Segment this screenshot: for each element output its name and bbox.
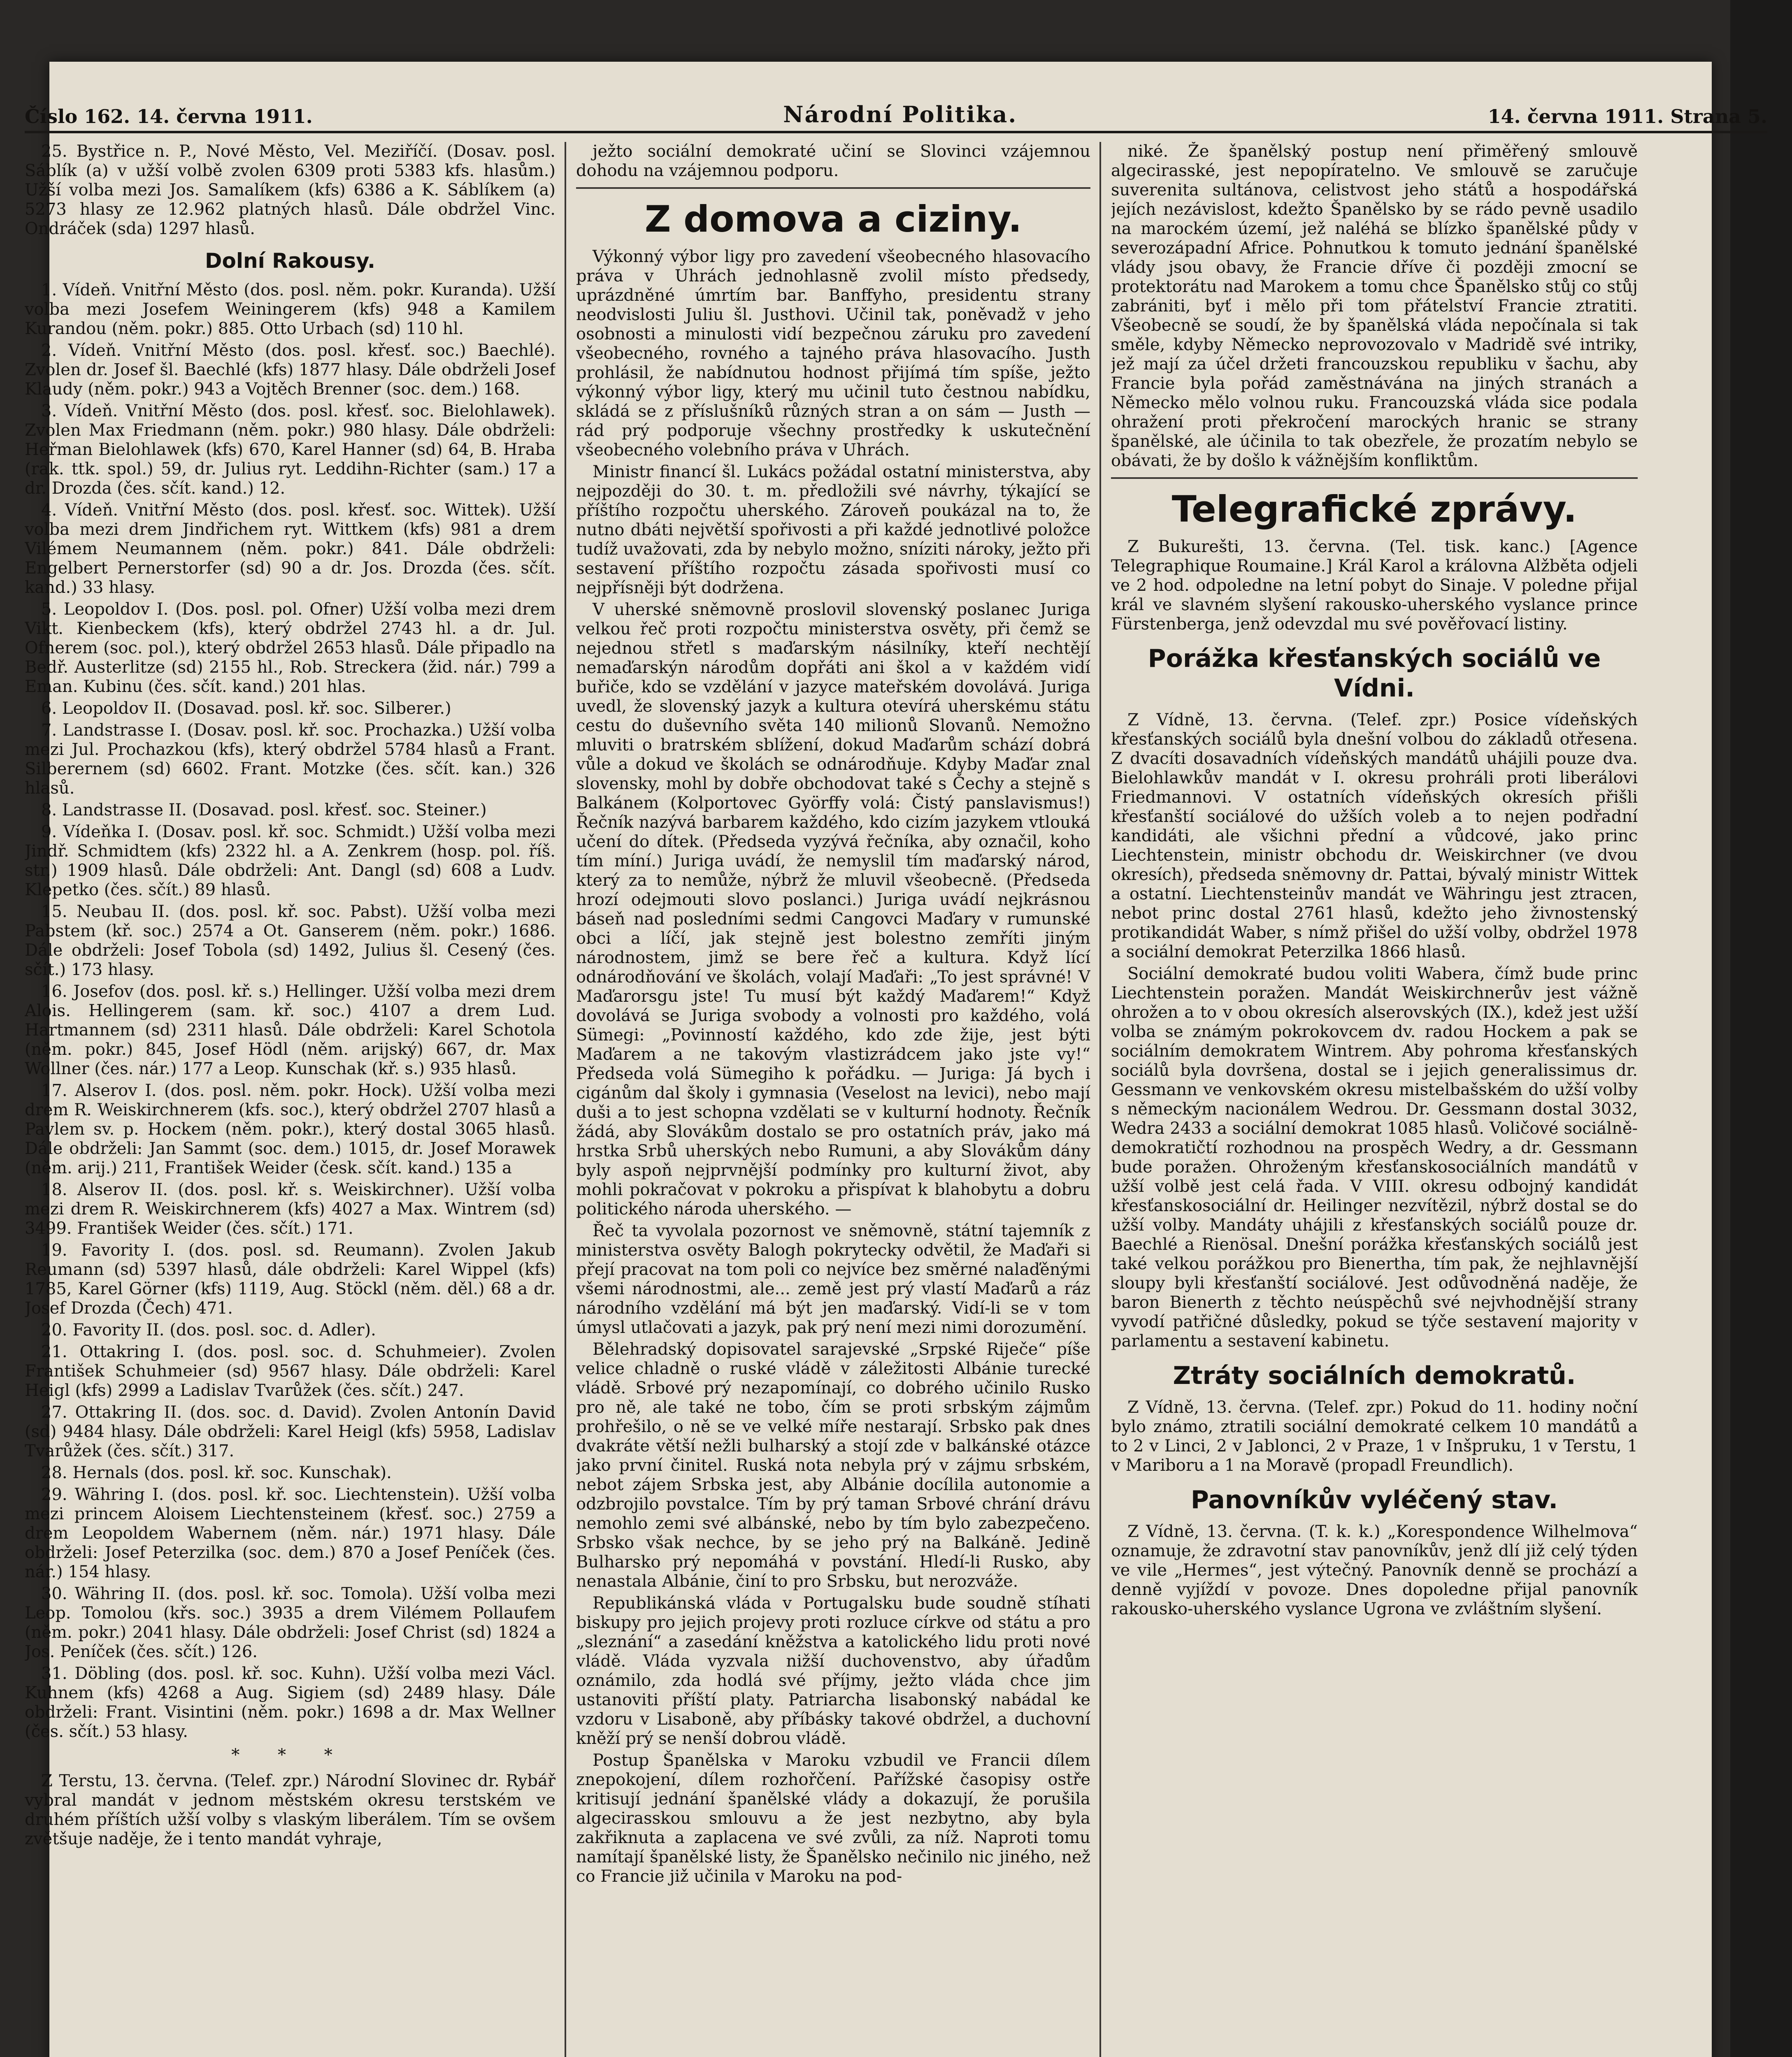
column-divider [1099, 142, 1101, 2057]
article-paragraph: Postup Španělska v Maroku vzbudil ve Francii dílem znepokojení, dílem rozhořčení. Pařížské časopisy ostře kritisují jednání španělské vlády a dokazují, že porušila algecirasskou smlouvu a že jest nezbytno, aby byla zakřiknuta a zaplacena ve své zvůli, za níž. Naproti tomu namítají španělské listy, že Španělsko nečinilo nic jiného, než co Francie již učinila v Maroku na pod- [576, 1751, 1090, 1886]
section-heading: Z domova a ciziny. [644, 198, 1022, 240]
article-paragraph: niké. Že španělský postup není přiměřený smlouvě algecirasské, jest nepopíratelno. Ve smlouvě se zaručuje suverenita sultánova, celistvost jeho států a hospodářská jejích nezávislost, kdežto Španělsko by se rádo pevně usadilo na marockém území, jež naléhá se blízko španělské půdy v severozápadní Africe. Pohnutkou k tomuto jednání španělské vlády jsou obavy, že Francie dříve či později zmocní se protektorátu nad Marokem a tomu chce Španělsko stůj co stůj zabrániti, byť i mělo při tom přátelství Francie ztratiti. Všeobecně se soudí, že by španělská vláda nepočínala si tak směle, kdyby Německo neprovozovalo v Madridě své intriky, jež mají za účel držeti francouzskou republiku v šachu, aby Francie byla pořád zaměstnávána na jiných stranách a Německo mělo volnou ruku. Francouzská vláda sice podala ohražení proti překročení marockých hranic se strany španělské, ale účinila to tak obezřele, že prozatím nebylo se obávati, že by došlo k vážnějším konfliktům. [1111, 142, 1638, 470]
article-paragraph: Z Vídně, 13. června. (Telef. zpr.) Pokud do 11. hodiny noční bylo známo, ztratili sociální demokraté celkem 10 mandátů a to 2 v Linci, 2 v Jablonci, 2 v Praze, 1 v Inšpruku, 1 v Terstu, 1 v Mariboru a 1 na Moravě (propadl Freundlich). [1111, 1398, 1638, 1475]
article-paragraph: Z Terstu, 13. června. (Telef. zpr.) Národní Slovinec dr. Rybář vybral mandát v jednom městském okresu terstském ve druhém příštích užší volby s vlaským liberálem. Tím se ovšem zvětšuje naděje, že i tento mandát vyhraje, [25, 1771, 555, 1848]
article-paragraph: 29. Währing I. (dos. posl. kř. soc. Liechtenstein). Užší volba mezi princem Aloisem Liechtensteinem (křesť. soc.) 2759 a drem Leopoldem Wabernem (něm. nár.) 1971 hlasy. Dále obdrželi: Josef Peterzilka (soc. dem.) 870 a Josef Peníček (čes. nár.) 154 hlasy. [25, 1485, 555, 1581]
article-heading: Ztráty sociálních demokratů. [1173, 1361, 1576, 1390]
article-paragraph: 18. Alserov II. (dos. posl. kř. s. Weiskirchner). Užší volba mezi drem R. Weiskirchnerem (kfs) 4027 a Max. Wintrem (sd) 3499. František Weider (čes. sčít.) 171. [25, 1180, 555, 1238]
column-divider [565, 142, 566, 2057]
article-paragraph: 1. Vídeň. Vnitřní Město (dos. posl. něm. pokr. Kuranda). Užší volba mezi Josefem Weiningerem (kfs) 948 a Kamilem Kurandou (něm. pokr.) 885. Otto Urbach (sd) 110 hl. [25, 281, 555, 338]
article-paragraph: 27. Ottakring II. (dos. soc. d. David). Zvolen Antonín David (sd) 9484 hlasy. Dále obdrželi: Karel Heigl (kfs) 5958, Ladislav Tvarůžek (čes. sčít.) 317. [25, 1403, 555, 1460]
article-paragraph: ježto sociální demokraté učiní se Slovinci vzájemnou dohodu na vzájemnou podporu. [576, 142, 1090, 180]
article-paragraph: 19. Favority I. (dos. posl. sd. Reumann). Zvolen Jakub Reumann (sd) 5397 hlasů, dále obdrželi: Karel Wippel (kfs) 1785, Karel Görner (kfs) 1119, Aug. Stöckl (něm. děl.) 68 a dr. Josef Drozda (Čech) 471. [25, 1241, 555, 1318]
article-paragraph: Z Vídně, 13. června. (T. k. k.) „Korespondence Wilhelmova“ oznamuje, že zdravotní stav panovníkův, jenž dlí již celý týden ve vile „Hermes“, jest výtečný. Panovník denně se prochází a denně vyjíždí v povoze. Dnes dopoledne přijal panovník rakousko-uherského vyslance Ugrona ve zvláštním slyšení. [1111, 1522, 1638, 1618]
section-heading: Dolní Rakousy. [205, 249, 375, 273]
separator-stars: * * * [231, 1746, 349, 1764]
article-paragraph: Z Bukurešti, 13. června. (Tel. tisk. kanc.) [Agence Telegraphique Roumaine.] Král Karol a královna Alžběta odjeli ve 2 hod. odpoledne na letní pobyt do Sinaje. V poledne přijal král ve slavném slyšení rakousko-uherského vyslance prince Fürstenberga, jenž odevzdal mu své pověřovací listiny. [1111, 537, 1638, 634]
article-paragraph: 25. Bystřice n. P., Nové Město, Vel. Meziříčí. (Dosav. posl. Sáblík (a) v užší volbě zvolen 6309 proti 5383 kfs. hlasům.) Užší volba mezi Jos. Samalíkem (kfs) 6386 a K. Sáblíkem (a) 5273 hlasy ze 12.962 platných hlasů. Dále obdržel Vinc. Ondráček (sda) 1297 hlasů. [25, 142, 555, 238]
article-paragraph: 31. Döbling (dos. posl. kř. soc. Kuhn). Užší volba mezi Václ. Kuhnem (kfs) 4268 a Aug. Sigiem (sd) 2489 hlasy. Dále obdrželi: Frant. Visintini (něm. pokr.) 1698 a dr. Max Wellner (čes. sčít.) 53 hlasy. [25, 1664, 555, 1741]
column-3 [1111, 142, 1638, 2057]
article-paragraph: 20. Favority II. (dos. posl. soc. d. Adler). [41, 1321, 376, 1340]
article-paragraph: V uherské sněmovně proslovil slovenský poslanec Juriga velkou řeč proti rozpočtu ministerstva osvěty, při čemž se nejednou střetl s maďarským násilníky, kteří nechtějí nemaďarskýn národům dopřáti ani škol a v každém vidí buřiče, kdo se vzdělání v jazyce mateřském dovolává. Juriga uvedl, že slovenský jazyk a kultura otevírá uherskému státu cestu do duševního světa 140 milionů Slovanů. Nemožno mluviti o bratrském sblížení, dokud Maďarům schází dobrá vůle a dokud ve školách se odnárodňuje. Kdyby Maďar znal slovensky, mohl by dobře obchodovat také s Čechy a stejně s Balkánem (Kolportovec Györffy volá: Čistý panslavismus!) Řečník nazývá barbarem každého, kdo cizím jazykem vtlouká učení do dítek. (Předseda vyzývá řečníka, aby označil, koho tím míní.) Juriga uvádí, že nemyslil tím maďarský národ, který za to nemůže, nýbrž že mluvil všeobecně. (Předseda hrozí odejmouti slovo poslanci.) Juriga uvádí nejkrásnou báseň nad posledními sedmi Cangovci Maďary v rumunské obci a líčí, jak stejně jest bolestno zemříti jiným národnostem, jimž se bere řeč a kultura. Když lící odnárodňování ve školách, volají Maďaři: „To jest správné! V Maďarorsgu jste! Tu musí být každý Maďarem!“ Když dovolává se Juriga svobody a volnosti pro každého, volá Sümegi: „Povinností každého, kdo zde žije, jest býti Maďarem a ne takovým vlastizrádcem jako jste vy!“ Předseda volá Sümegiho k pořádku. — Juriga: Já bych i cigánům dal školy i gymnasia (Veselost na levici), nebo mají duši a to jest schopna vzdělati se v kulturní hodnoty. Řečník žádá, aby Slovákům dostalo se pro ostatních práv, jako má hrstka Srbů uherských nebo Rumuni, a aby Slovákům dány byly aspoň nejprvnější podmínky pro kulturní život, aby mohli pokračovat v pokroku a přispívat k blahobytu a dobru politického národa uherského. — [576, 600, 1090, 1219]
masthead-rule [25, 131, 1767, 133]
article-paragraph: 21. Ottakring I. (dos. posl. soc. d. Schuhmeier). Zvolen František Schuhmeier (sd) 9567 hlasy. Dále obdrželi: Karel Heigl (kfs) 2999 a Ladislav Tvarůžek (čes. sčít.) 247. [25, 1342, 555, 1400]
article-paragraph: 9. Vídeňka I. (Dosav. posl. kř. soc. Schmidt.) Užší volba mezi Jindř. Schmidtem (kfs) 2322 hl. a A. Zenkrem (hosp. pol. říš. str.) 1909 hlasů. Dále obdrželi: Ant. Dangl (sd) 608 a Ludv. Klepetko (čes. sčít.) 89 hlasů. [25, 822, 555, 899]
issue-number: Číslo 162. 14. června 1911. [25, 105, 313, 128]
divider [576, 187, 1090, 189]
article-paragraph: Republikánská vláda v Portugalsku bude soudně stíhati biskupy pro jejich projevy proti rozluce církve od státu a pro „sleznání“ a zasedání kněžstva a katolického lidu proti nové vládě. Vláda vyzvala nižší duchovenstvo, aby úřadům oznámilo, zda hodlá své příjmy, ježto vláda chce jim ustanoviti příští platy. Patriarcha lisabonský nabádal ke vzdoru v Lisaboně, aby příbásky takové obdržel, a duchovní kněží prý se nenší dobrou vládě. [576, 1594, 1090, 1748]
article-paragraph: 17. Alserov I. (dos. posl. něm. pokr. Hock). Užší volba mezi drem R. Weiskirchnerem (kfs. soc.), který obdržel 2707 hlasů a Pavlem sv. p. Hockem (něm. pokr.), který dostal 3065 hlasů. Dále obdrželi: Jan Sammt (soc. dem.) 1015, dr. Josef Morawek (něm. arij.) 211, František Weider (česk. sčít. kand.) 135 a [25, 1081, 555, 1177]
article-paragraph: 8. Landstrasse II. (Dosavad. posl. křesť. soc. Steiner.) [41, 801, 487, 820]
article-paragraph: Ministr financí šl. Lukács požádal ostatní ministerstva, aby nejpozději do 30. t. m. předložili své návrhy, týkající se příštího rozpočtu uherského. Zároveň poukázal na to, že nutno dbáti největší spořivosti a při každé jednotlivé položce tudíž uvažovati, zda by nebylo možno, sníziti nároky, ježto při sestavení příštího rozpočtu zásada spořivosti musí co nejpřísněji být dodržena. [576, 462, 1090, 597]
article-paragraph: 5. Leopoldov I. (Dos. posl. pol. Ofner) Užší volba mezi drem Vikt. Kienbeckem (kfs), který obdržel 2743 hl. a dr. Jul. Ofnerem (soc. pol.), který obdržel 2653 hlasů. Dále připadlo na Bedř. Austerlitze (sd) 2155 hl., Rob. Streckera (žid. nár.) 799 a Eman. Kubinu (čes. sčít. kand.) 201 hlas. [25, 600, 555, 696]
divider [1111, 477, 1638, 479]
newspaper-title: Národní Politika. [783, 101, 1018, 128]
article-paragraph: 28. Hernals (dos. posl. kř. soc. Kunschak). [41, 1463, 392, 1482]
article-paragraph: 16. Josefov (dos. posl. kř. s.) Hellinger. Užší volba mezi drem Alois. Hellingerem (sam. kř. soc.) 4107 a drem Lud. Hartmannem (sd) 2311 hlasů. Dále obdrželi: Karel Schotola (něm. pokr.) 845, Josef Hödl (něm. arijský) 667, dr. Max Wollner (čes. nár.) 177 a Leop. Kunschak (kř. s.) 935 hlasů. [25, 982, 555, 1078]
page-number: 14. června 1911. Strana 5. [1488, 105, 1767, 128]
article-paragraph: 2. Vídeň. Vnitřní Město (dos. posl. křesť. soc.) Baechlé). Zvolen dr. Josef šl. Baechlé (kfs) 1877 hlasy. Dále obdrželi Josef Klaudy (něm. pokr.) 943 a Vojtěch Brenner (soc. dem.) 168. [25, 341, 555, 399]
section-heading: Telegrafické zprávy. [1171, 488, 1577, 530]
column-2 [576, 142, 1090, 2057]
article-paragraph: 6. Leopoldov II. (Dosavad. posl. kř. soc. Silberer.) [41, 699, 451, 718]
article-paragraph: 4. Vídeň. Vnitřní Město (dos. posl. křesť. soc. Wittek). Užší volba mezi drem Jindřichem ryt. Wittkem (kfs) 981 a drem Vilémem Neumannem (něm. pokr.) 841. Dále obdrželi: Engelbert Pernerstorfer (sd) 90 a dr. Jos. Drozda (čes. sčít. kand.) 33 hlasy. [25, 501, 555, 597]
article-paragraph: Z Vídně, 13. června. (Telef. zpr.) Posice vídeňských křesťanských sociálů byla dnešní volbou do základů otřesena. Z dvacíti dosavadních vídeňských mandátů uhájili pouze dva. Bielohlawkův mandát v I. okresu prohráli proti liberálovi Friedmannovi. V ostatních vídeňských okresích přišli křesťanští sociálové do užších voleb a to nejen podřadní kandidáti, ale všichni přední a vůdcové, jako princ Liechtenstein, ministr obchodu dr. Weiskirchner (ve dvou okresích), předseda sněmovny dr. Pattai, bývalý ministr Wittek a ostatní. Liechtensteinův mandát ve Währingu jest ztracen, nebot princ dostal 2761 hlasů, kdežto jeho živnostenský protikandidát Waber, s nímž přišel do užší volby, obdržel 1978 a sociální demokrat Peterzilka 1866 hlasů. [1111, 710, 1638, 961]
article-paragraph: 30. Währing II. (dos. posl. kř. soc. Tomola). Užší volba mezi Leop. Tomolou (křs. soc.) 3935 a drem Vilémem Pollaufem (něm. pokr.) 2041 hlasy. Dále obdrželi: Josef Christ (sd) 1824 a Jos. Peníček (čes. sčít.) 126. [25, 1584, 555, 1661]
scan-edge [1730, 0, 1792, 2057]
masthead [25, 99, 1767, 128]
article-paragraph: Sociální demokraté budou voliti Wabera, čímž bude princ Liechtenstein poražen. Mandát Weiskirchnerův jest vážně ohrožen a to v obou okresích alserovských (IX.), kdež jest užší volba se známým pokrokovcem dv. radou Hockem a pak se sociálním demokratem Wintrem. Aby pohroma křesťanských sociálů byla dovršena, dostal se i jejich generalissimus dr. Gessmann ve venkovském okresu mistelbašském do užší volby s německým nacionálem Wedrou. Dr. Gessmann dostal 3032, Wedra 2433 a sociální demokrat 1085 hlasů. Voličové sociálně-demokratičtí rozhodnou na prospěch Wedry, a dr. Gessmann bude poražen. Ohroženým křesťanskosociálních mandátů v užší volbě jest celá řada. V VIII. okresu odbojný kandidát křesťanskosociální dr. Heilinger nezvítězil, nýbrž dostal se do užší volby. Mandáty uhájili z křesťanských sociálů pouze dr. Baechlé a Rienösal. Dnešní porážka křesťanských sociálů jest také velkou porážkou pro Bienertha, tím pak, že nejhlavnější sloupy byli křesťanští sociálové. Jest odůvodněná naděje, že baron Bienerth z těchto neúspěchů své nejvhodnější strany vyvodí patřičné důsledky, pokud se týče sestavení majority v parlamentu a sestavení kabinetu. [1111, 964, 1638, 1351]
article-heading: Porážka křesťanských sociálů ve Vídni. [1148, 644, 1601, 703]
article-paragraph: 3. Vídeň. Vnitřní Město (dos. posl. křesť. soc. Bielohlawek). Zvolen Max Friedmann (něm. pokr.) 980 hlasy. Dále obdrželi: Heřman Bielohlawek (kfs) 670, Karel Hanner (sd) 64, B. Hraba (rak. ttk. spol.) 59, dr. Julius ryt. Leddihn-Richter (sam.) 17 a dr. Drozda (čes. sčít. kand.) 12. [25, 402, 555, 498]
article-paragraph: Řeč ta vyvolala pozornost ve sněmovně, státní tajemník z ministerstva osvěty Balogh pokrytecky odvětil, že Maďaři si přejí pracovat na tom poli co nejvíce bez směrné nalaďěnými všemi národnostmi, ale... země jest prý vlastí Maďarů a ráz národního vzdělání má být jen maďarský. Vidí-li se v tom úmysl utlačovati a jazyk, pak prý není mezi nimi dorozumění. [576, 1221, 1090, 1337]
article-paragraph: 7. Landstrasse I. (Dosav. posl. kř. soc. Prochazka.) Užší volba mezi Jul. Prochazkou (kfs), který obdržel 5784 hlasů a Frant. Silberernem (sd) 6602. Frant. Motzke (čes. sčít. kan.) 326 hlasů. [25, 721, 555, 798]
column-1 [25, 142, 555, 2057]
article-paragraph: Výkonný výbor ligy pro zavedení všeobecného hlasovacího práva v Uhrách jednohlasně zvolil místo předsedy, uprázdněné úmrtím bar. Banffyho, presidentu strany neodvislosti Juliu šl. Justhovi. Učinil tak, poněvadž v jeho osobnosti a minulosti vidí bezpečnou záruku pro zavedení všeobecného, rovného a tajného práva hlasovacího. Justh prohlásil, že nabídnutou hodnost přijímá tím spíše, ježto výkonný výbor ligy, který mu učinil tuto čestnou nabídku, skládá se z příslušníků různých stran a on sám — Justh — rád prý podporuje všechny prostředky k uskutečnění všeobecného volebního práva v Uhrách. [576, 247, 1090, 460]
article-paragraph: Bělehradský dopisovatel sarajevské „Srpské Riječe“ píše velice chladně o ruské vládě v záležitosti Albánie turecké vládě. Srbové prý nezapomínají, co dobrého učinilo Rusko pro ně, ale také ne tobo, čím se proti srbským zájmům prohřešilo, o ně se ve velké míře nestarají. Srbsko pak dnes dvakráte větší nežli bulharský a stojí zde v balkánské otázce jako první činitel. Ruská nota nebyla prý v zájmu srbském, nebot zájem Srbska jest, aby Albánie docílila autonomie a odzbrojilo povstalce. Tím by prý taman Srbové chrání drávu nemohlo zemi své albánské, nebo by tím bylo zabezpečeno. Srbsko však nechce, by se jeho prý na Balkáně. Jedině Bulharsko prý nepomáhá v povstání. Hledí-li Rusko, aby nenastala Albánie, činí to pro Srbsku, but nerozváže. [576, 1340, 1090, 1591]
article-paragraph: 15. Neubau II. (dos. posl. kř. soc. Pabst). Užší volba mezi Pabstem (kř. soc.) 2574 a Ot. Ganserem (něm. pokr.) 1686. Dále obdrželi: Josef Tobola (sd) 1492, Julius šl. Cesený (čes. sčít.) 173 hlasy. [25, 902, 555, 979]
article-heading: Panovníkův vyléčený stav. [1190, 1486, 1558, 1514]
